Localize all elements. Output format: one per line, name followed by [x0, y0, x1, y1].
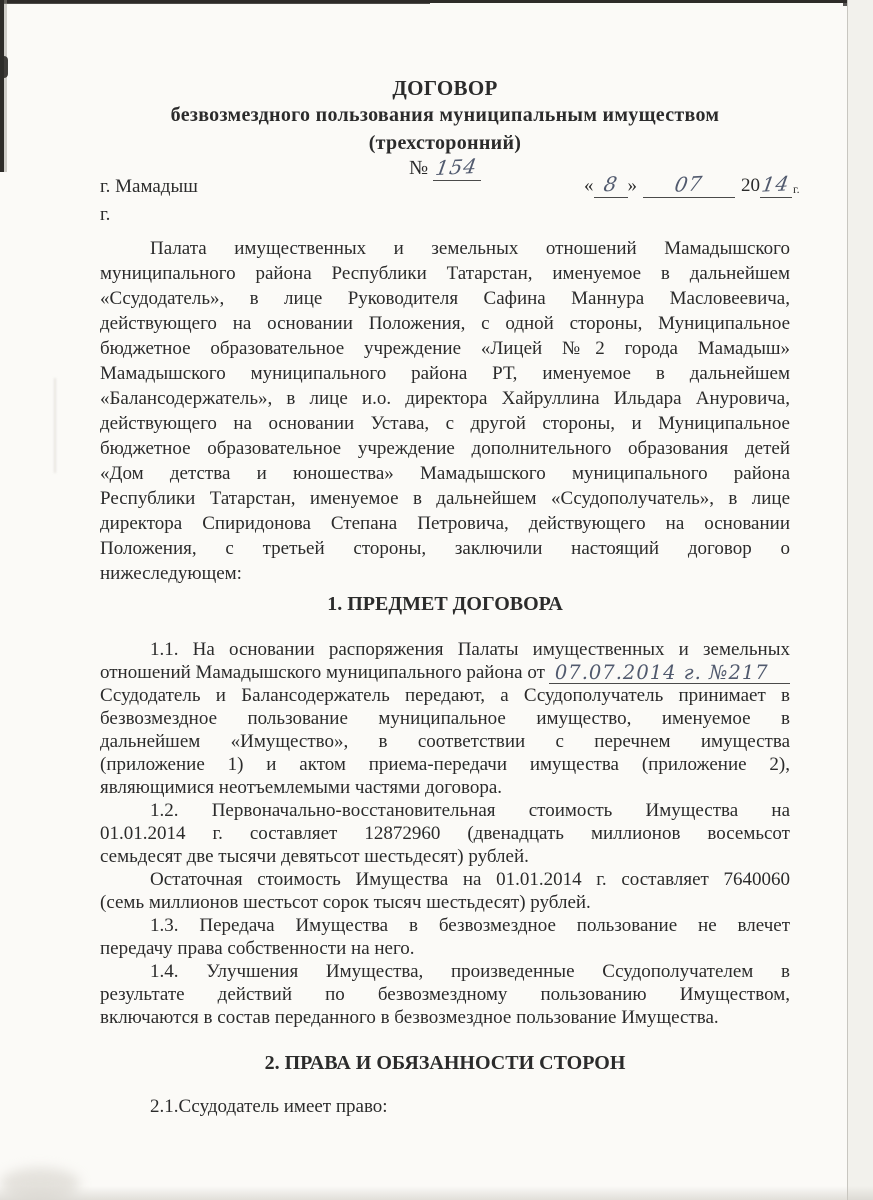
printed-text: (семь миллионов шестьсот сорок тысяч шестьдесят) рублей. — [100, 892, 591, 913]
text-line — [100, 361, 790, 386]
section-2-body — [100, 1094, 790, 1119]
text-line — [100, 868, 790, 891]
intro-paragraph — [100, 236, 790, 586]
printed-text: 01.01.2014 г. составляет 12872960 (двенадцать миллионов восемьсот — [100, 823, 790, 844]
printed-text: являющимися неотъемлемыми частями договора. — [100, 777, 503, 798]
close-quote: » — [627, 175, 637, 196]
contract-number-blank — [433, 155, 481, 181]
scan-artifact-left-nick — [0, 56, 8, 78]
printed-text: муниципального района Республики Татарстан, именуемое в дальнейшем — [100, 263, 790, 284]
text-line — [100, 1094, 790, 1119]
printed-text: Республики Татарстан, именуемое в дальнейшем «Ссудополучатель», в лице — [100, 488, 790, 509]
text-line — [100, 436, 790, 461]
printed-text: Положения, с третьей стороны, заключили настоящий договор о — [100, 538, 790, 559]
scan-artifact-top-edge — [0, 0, 873, 3]
paper-edge-strip — [848, 0, 873, 1200]
text-line — [100, 1006, 790, 1029]
printed-text: действующего на основании Устава, с другой стороны, и Муниципальное — [100, 413, 790, 434]
text-line — [100, 261, 790, 286]
printed-text: 1.1. На основании распоряжения Палаты имущественных и земельных — [150, 639, 790, 660]
printed-text: 1.3. Передача Имущества в безвозмездное пользование не влечет — [150, 915, 790, 936]
printed-text: дальнейшем «Имущество», в соответствии с перечнем имущества — [100, 731, 790, 752]
printed-text: бюджетное образовательное учреждение «Лицей №2 города Мамадыш» — [100, 338, 790, 359]
printed-text: «Ссудодатель», в лице Руководителя Сафина Маннура Масловеевича, — [100, 288, 790, 309]
day-blank — [594, 172, 628, 198]
paragraph — [100, 1094, 790, 1119]
day-value: 8 — [601, 171, 620, 197]
contract-subtitle: безвозмездного пользования муниципальным имуществом — [170, 104, 720, 126]
text-line — [100, 914, 790, 937]
printed-text: включаются в состав переданного в безвозмездное пользование Имущества. — [100, 1007, 719, 1028]
text-line — [100, 845, 790, 868]
printed-text: Остаточная стоимость Имущества на 01.01.2014 г. составляет 7640060 — [150, 869, 790, 890]
text-line — [100, 983, 790, 1006]
scan-artifact-crease — [54, 378, 56, 473]
text-line — [100, 799, 790, 822]
printed-text: действующего на основании Положения, с одной стороны, Муниципальное — [100, 313, 790, 334]
scan-artifact-top-right — [843, 0, 873, 6]
text-line — [100, 411, 790, 436]
scan-artifact-left-edge-shadow — [4, 0, 7, 172]
printed-text: отношений Мамадышского муниципального района от — [100, 662, 545, 683]
year-prefix: 20 — [741, 175, 760, 196]
text-line — [100, 937, 790, 960]
scan-artifact-bottom-blob — [0, 1168, 80, 1200]
text-line — [100, 753, 790, 776]
printed-text: (приложение 1) и актом приема-передачи имущества (приложение 2), — [100, 754, 790, 775]
contract-title: ДОГОВОР — [392, 76, 498, 100]
year-value: 14 — [760, 171, 792, 197]
printed-text: директора Спиридонова Степана Петровича, действующего на основании — [100, 513, 790, 534]
section-2-heading: 2. ПРАВА И ОБЯЗАННОСТИ СТОРОН — [264, 1052, 626, 1074]
printed-text: результате действий по безвозмездному пользованию Имуществом, — [100, 984, 790, 1005]
printed-text: 1.2. Первоначально-восстановительная стоимость Имущества на — [150, 800, 790, 821]
printed-text: 2.1.Ссудодатель имеет право: — [150, 1096, 388, 1117]
scan-artifact-bottom-noise — [0, 1186, 873, 1200]
text-line — [100, 336, 790, 361]
handwritten-text: 07.07.2014 г. №217 — [549, 661, 790, 684]
paragraph — [100, 638, 790, 799]
printed-text: нижеследующем: — [100, 563, 242, 584]
paragraph — [100, 799, 790, 868]
month-value: 07 — [673, 171, 705, 197]
text-line — [100, 638, 790, 661]
printed-text: бюджетное образовательное учреждение дополнительного образования детей — [100, 438, 790, 459]
open-quote: « — [584, 175, 594, 196]
date-field — [584, 172, 800, 198]
text-line — [100, 536, 790, 561]
city-label-line2: г. — [100, 204, 111, 225]
paper-edge-line — [847, 0, 848, 1200]
text-line — [100, 311, 790, 336]
text-line — [100, 684, 790, 707]
city-label: г. Мамадыш — [100, 176, 198, 197]
year-suffix: г. — [793, 182, 800, 196]
text-line — [100, 461, 790, 486]
printed-text: Ссудодатель и Балансодержатель передают, а Ссудополучатель принимает в — [100, 685, 790, 706]
text-line — [100, 730, 790, 753]
printed-text: семьдесят две тысячи девятьсот шестьдесят) рублей. — [100, 846, 529, 867]
text-line — [100, 286, 790, 311]
paragraph — [100, 914, 790, 960]
text-line — [100, 822, 790, 845]
contract-number-label: № — [408, 157, 429, 179]
scan-artifact-top-edge-left — [0, 0, 430, 4]
text-line — [100, 960, 790, 983]
paragraph — [100, 236, 790, 586]
text-line — [100, 511, 790, 536]
text-line — [100, 776, 790, 799]
printed-text: 1.4. Улучшения Имущества, произведенные Ссудополучателем в — [150, 961, 790, 982]
text-line — [100, 386, 790, 411]
paragraph — [100, 868, 790, 914]
text-line — [100, 486, 790, 511]
text-line — [100, 236, 790, 261]
section-1-heading: 1. ПРЕДМЕТ ДОГОВОРА — [327, 593, 563, 615]
contract-type: (трехсторонний) — [368, 132, 522, 154]
printed-text: Мамадышского муниципального района РТ, именуемое в дальнейшем — [100, 363, 790, 384]
year-blank — [760, 172, 792, 198]
printed-text: передачу права собственности на него. — [100, 938, 415, 959]
contract-number-value: 154 — [434, 153, 480, 181]
month-blank — [643, 172, 735, 198]
section-1-body — [100, 638, 790, 1029]
scan-artifact-left-edge — [0, 0, 4, 172]
printed-text: Палата имущественных и земельных отношений Мамадышского — [150, 238, 790, 259]
text-line — [100, 561, 790, 586]
text-line — [100, 891, 790, 914]
printed-text: «Дом детства и юношества» Мамадышского муниципального района — [100, 463, 790, 484]
paragraph — [100, 960, 790, 1029]
printed-text: безвозмездное пользование муниципальное имущество, именуемое в — [100, 708, 790, 729]
printed-text: «Балансодержатель», в лице и.о. директора Хайруллина Ильдара Ануровича, — [100, 388, 790, 409]
text-line — [100, 661, 790, 684]
text-line — [100, 707, 790, 730]
